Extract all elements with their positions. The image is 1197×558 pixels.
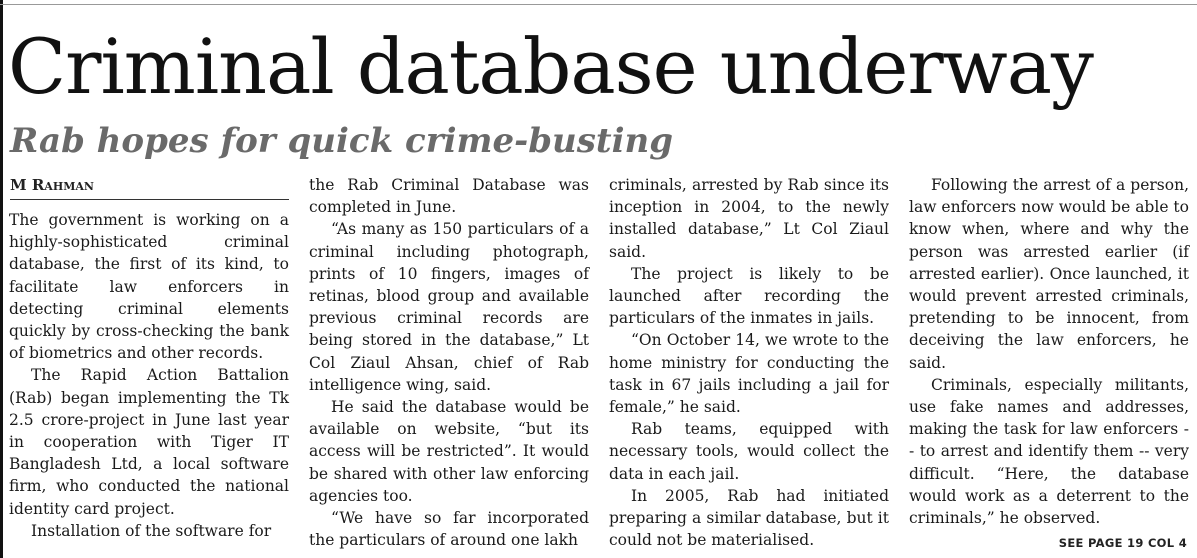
paragraph: Installation of the software for xyxy=(31,521,272,540)
paragraph: the Rab Criminal Database was completed in June. xyxy=(309,176,589,217)
paragraph: The Rapid Action Battalion (Rab) began implementing the Tk 2.5 crore-project in June last year in cooperation with Tiger IT Bangladesh Ltd, a local software firm, who conducted the national identity card project. xyxy=(9,366,289,518)
continuation-note: SEE PAGE 19 COL 4 xyxy=(1058,536,1187,550)
left-border-bar xyxy=(0,0,3,558)
paragraph: The government is working on a highly-sophisticated criminal database, the first of its kind, to facilitate law enforcers in detecting criminal elements quickly by cross-checking the bank of biometrics and other records. xyxy=(9,211,289,363)
paragraph: “We have so far incorporated the particulars of around one lakh xyxy=(309,509,589,550)
paragraph: He said the database would be available on website, “but its access will be restricted”. It would be shared with other law enforcing agencies too. xyxy=(309,398,589,505)
paragraph: Criminals, especially militants, use fake names and addresses, making the task for law enforcers -- to arrest and identify them -- very difficult. “Here, the database would work as a deterrent to the criminals,” he observed. xyxy=(909,375,1189,528)
paragraph: “On October 14, we wrote to the home ministry for conducting the task in 67 jails including a jail for female,” he said. xyxy=(609,331,889,417)
article-column-4 xyxy=(909,174,1189,529)
paragraph: criminals, arrested by Rab since its inception in 2004, to the newly installed database,” Lt Col Ziaul said. xyxy=(609,176,889,261)
paragraph: Following the arrest of a person, law enforcers now would be able to know when, where and why the person was arrested earlier (if arrested earlier). Once launched, it would prevent arrested criminals, pretending to be innocent, from deceiving the law enforcers, he said. xyxy=(909,176,1189,372)
article-column-3 xyxy=(609,174,889,551)
subheadline: Rab hopes for quick crime-busting xyxy=(10,121,674,161)
paragraph: In 2005, Rab had initiated preparing a similar database, but it could not be materialised. xyxy=(609,486,889,550)
paragraph: Rab teams, equipped with necessary tools, would collect the data in each jail. xyxy=(609,420,889,483)
byline: M Rahman xyxy=(10,176,94,194)
byline-rule xyxy=(10,199,289,200)
top-rule xyxy=(0,4,1197,5)
headline: Criminal database underway xyxy=(8,22,1093,111)
article-column-2 xyxy=(309,174,589,551)
article-column-1 xyxy=(9,209,289,542)
paragraph: “As many as 150 particulars of a criminal including photograph, prints of 10 fingers, images of retinas, blood group and available previous criminal records are being stored in the database,” Lt Col Ziaul Ahsan, chief of Rab intelligence wing, said. xyxy=(309,220,589,394)
paragraph: The project is likely to be launched after recording the particulars of the inmates in jails. xyxy=(609,264,889,328)
